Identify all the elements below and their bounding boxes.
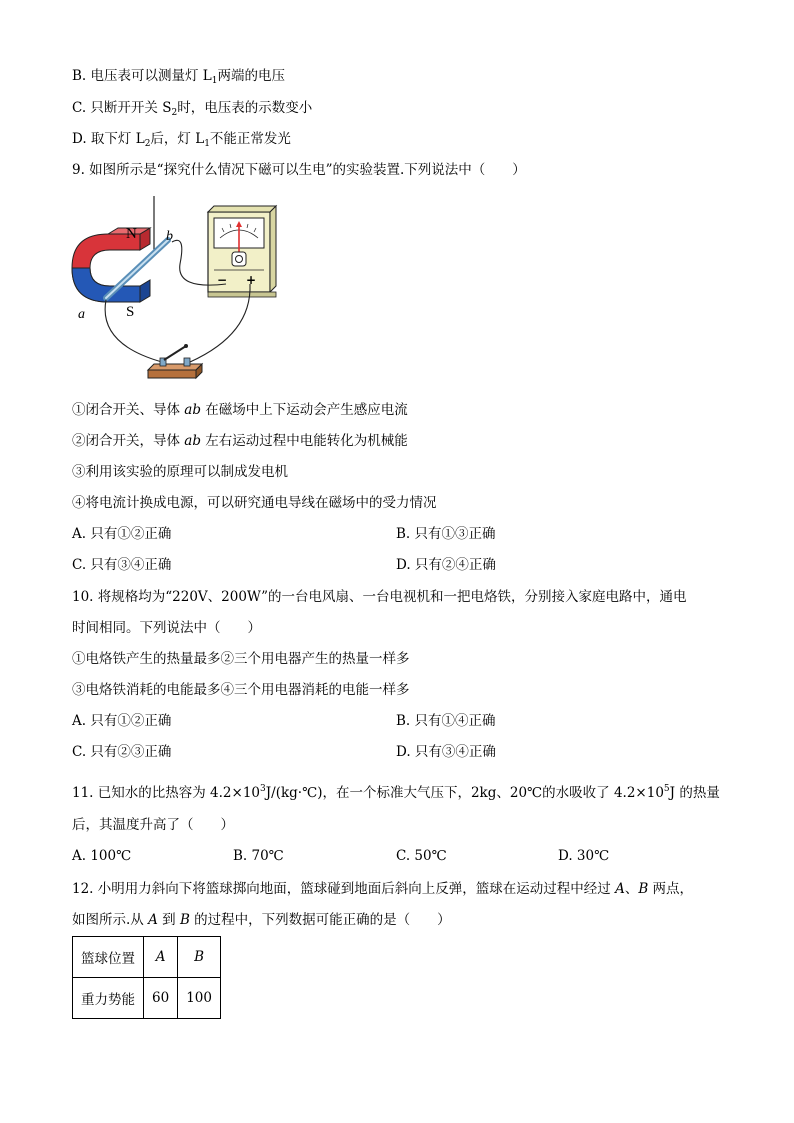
q10-stem-line2: 时间相同。下列说法中（ ） [72,620,261,636]
q8-option-d: D. 取下灯 $L_2$后，灯 $L_1$不能正常发光 [72,131,291,149]
label-a: a [78,307,85,322]
table-row [73,937,221,978]
q10-option-b: B. 只有①④正确 [396,713,496,729]
q10-stem-line1: 10. 将规格均为“220V、200W”的一台电风扇、一台电视机和一把电烙铁，分别接入家庭电路中，通电 [72,589,687,605]
terminal-minus: − [217,273,228,287]
label-b: b [166,229,173,244]
table-cell: A [144,937,178,978]
q9-apparatus-figure [68,194,288,386]
terminal-plus: + [246,273,257,287]
switch [148,344,202,378]
q9-stem: 9. 如图所示是“探究什么情况下磁可以生电”的实验装置.下列说法中（ ） [72,162,526,178]
table-row [73,978,221,1019]
table-cell: 100 [178,978,221,1019]
q10-statements-3-4: ③电烙铁消耗的电能最多④三个用电器消耗的电能一样多 [72,682,410,698]
table-cell: B [178,937,221,978]
q10-option-d: D. 只有③④正确 [396,744,496,760]
q9-option-c: C. 只有③④正确 [72,557,172,573]
q8-option-b: B. 电压表可以测量灯 $L_1$两端的电压 [72,68,285,86]
label-n: N [126,226,137,242]
q11-stem-line2: 后，其温度升高了（ ） [72,817,234,833]
q11-option-a: A. 100℃ [72,848,132,864]
q11-stem-line1: 11. 已知水的比热容为 $4.2\times 10^3J/(kg\cdot℃)$，在一个标准大气压下，2kg、20℃的水吸收了 $4.2\times 10^5J$ 的热量 [72,784,720,801]
q9-statement-1: ①闭合开关、导体 ab 在磁场中上下运动会产生感应电流 [72,402,408,418]
q9-option-b: B. 只有①③正确 [396,526,496,542]
q10-option-a: A. 只有①②正确 [72,713,172,729]
table-cell: 60 [144,978,178,1019]
q10-statements-1-2: ①电烙铁产生的热量最多②三个用电器产生的热量一样多 [72,651,410,667]
table-cell: 重力势能 [73,978,144,1019]
label-s: S [126,304,135,320]
q11-option-b: B. 70℃ [233,848,284,864]
q9-statement-4: ④将电流计换成电源，可以研究通电导线在磁场中的受力情况 [72,495,437,511]
q11-option-c: C. 50℃ [396,848,447,864]
q9-statement-3: ③利用该实验的原理可以制成发电机 [72,464,288,480]
q12-data-table [72,936,221,1019]
q12-stem-line2: 如图所示.从 A 到 B 的过程中，下列数据可能正确的是（ ） [72,912,451,928]
q8-option-c: C. 只断开开关 $S_2$时，电压表的示数变小 [72,100,313,118]
q11-option-d: D. 30℃ [558,848,610,864]
galvanometer [208,206,276,297]
table-cell: 篮球位置 [73,937,144,978]
q9-statement-2: ②闭合开关，导体 ab 左右运动过程中电能转化为机械能 [72,433,408,449]
q9-option-a: A. 只有①②正确 [72,526,172,542]
q9-option-d: D. 只有②④正确 [396,557,496,573]
q10-option-c: C. 只有②③正确 [72,744,172,760]
q12-stem-line1: 12. 小明用力斜向下将篮球掷向地面，篮球碰到地面后斜向上反弹，篮球在运动过程中经过 A、B 两点， [72,881,694,897]
